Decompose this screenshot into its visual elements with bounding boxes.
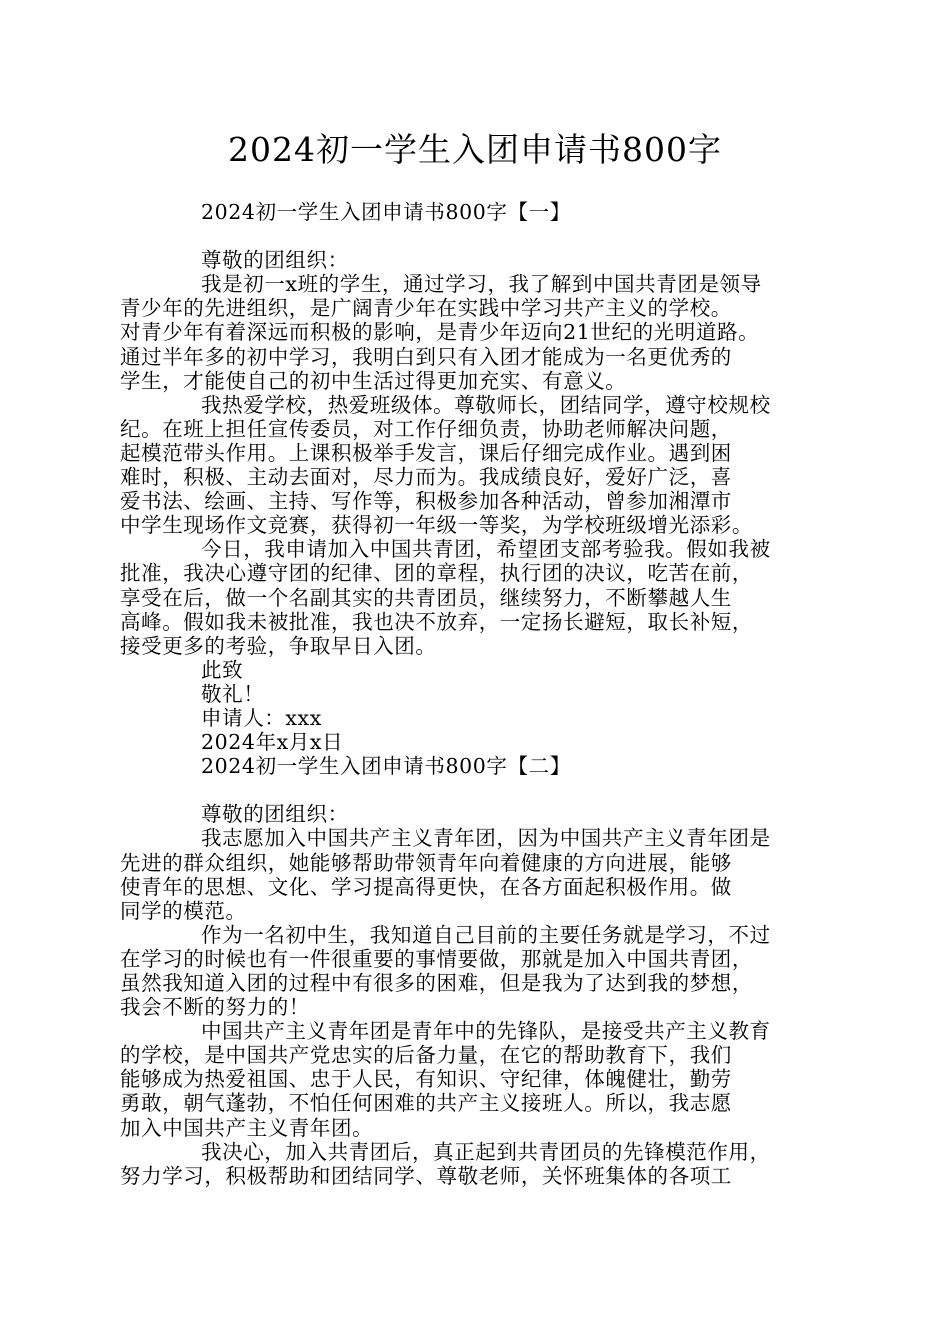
- paragraph-line: 中国共产主义青年团是青年中的先锋队，是接受共产主义教育: [201, 1019, 771, 1044]
- paragraph-line: 使青年的思想、文化、学习提高得更快，在各方面起积极作用。做: [120, 874, 732, 899]
- closing-line: 敬礼！: [201, 681, 265, 706]
- paragraph-line: 能够成为热爱祖国、忠于人民，有知识、守纪律，体魄健壮，勤劳: [120, 1067, 732, 1092]
- paragraph-line: 我热爱学校，热爱班级体。尊敬师长，团结同学，遵守校规校: [201, 392, 771, 417]
- paragraph-line: 的学校，是中国共产党忠实的后备力量，在它的帮助教育下，我们: [120, 1043, 732, 1068]
- salutation: 尊敬的团组织：: [201, 248, 349, 273]
- paragraph-line: 享受在后，做一个名副其实的共青团员，继续努力，不断攀越人生: [120, 585, 732, 610]
- document-body: [120, 200, 832, 1188]
- paragraph-line: 通过半年多的初中学习，我明白到只有入团才能成为一名更优秀的: [120, 344, 732, 369]
- paragraph-line: 作为一名初中生，我知道自己目前的主要任务就是学习，不过: [201, 922, 771, 947]
- paragraph-line: 我会不断的努力的！: [120, 995, 310, 1020]
- blank-line: [120, 224, 832, 248]
- date-line: 2024年x月x日: [201, 730, 344, 755]
- paragraph-line: 起模范带头作用。上课积极举手发言，课后仔细完成作业。遇到困: [120, 440, 732, 465]
- paragraph-line: 批准，我决心遵守团的纪律、团的章程，执行团的决议，吃苦在前，: [120, 561, 753, 586]
- paragraph-line: 先进的群众组织，她能够帮助带领青年向着健康的方向进展，能够: [120, 850, 732, 875]
- paragraph-line: 青少年的先进组织，是广阔青少年在实践中学习共产主义的学校。: [120, 296, 732, 321]
- paragraph-line: 纪。在班上担任宣传委员，对工作仔细负责，协助老师解决问题，: [120, 416, 732, 441]
- paragraph-line: 中学生现场作文竞赛，获得初一年级一等奖，为学校班级增光添彩。: [120, 513, 753, 538]
- document-title: 2024初一学生入团申请书800字: [228, 130, 722, 169]
- section-heading-1: 2024初一学生入团申请书800字【一】: [201, 200, 571, 224]
- paragraph-line: 今日，我申请加入中国共青团，希望团支部考验我。假如我被: [201, 537, 771, 562]
- paragraph-line: 虽然我知道入团的过程中有很多的困难，但是我为了达到我的梦想，: [120, 971, 753, 995]
- paragraph-line: 我志愿加入中国共产主义青年团，因为中国共产主义青年团是: [201, 826, 771, 851]
- paragraph-line: 对青少年有着深远而积极的影响，是青少年迈向21世纪的光明道路。: [120, 320, 760, 345]
- paragraph-line: 高峰。假如我未被批准，我也决不放弃，一定扬长避短，取长补短，: [120, 609, 753, 634]
- closing-line: 此致: [201, 657, 244, 682]
- paragraph-line: 勇敢，朝气蓬勃，不怕任何困难的共产主义接班人。所以，我志愿: [120, 1091, 732, 1116]
- section-heading-2: 2024初一学生入团申请书800字【二】: [201, 754, 571, 779]
- paragraph-line: 接受更多的考验，争取早日入团。: [120, 633, 437, 658]
- paragraph-line: 加入中国共产主义青年团。: [120, 1115, 374, 1140]
- paragraph-line: 我决心，加入共青团后，真正起到共青团员的先锋模范作用，: [201, 1139, 771, 1164]
- paragraph-line: 同学的模范。: [120, 898, 247, 923]
- paragraph-line: 爱书法、绘画、主持、写作等，积极参加各种活动，曾参加湘潭市: [120, 489, 732, 514]
- blank-line: [120, 778, 832, 802]
- paragraph-line: 难时，积极、主动去面对，尽力而为。我成绩良好，爱好广泛，喜: [120, 465, 732, 490]
- paragraph-line: 学生，才能使自己的初中生活过得更加充实、有意义。: [120, 368, 627, 393]
- paragraph-line: 在学习的时候也有一件很重要的事情要做，那就是加入中国共青团，: [120, 946, 753, 971]
- paragraph-line: 我是初一x班的学生，通过学习，我了解到中国共青团是领导: [201, 272, 762, 297]
- applicant-line: 申请人：xxx: [201, 705, 322, 730]
- salutation: 尊敬的团组织：: [201, 802, 349, 827]
- paragraph-line: 努力学习，积极帮助和团结同学、尊敬老师，关怀班集体的各项工: [120, 1163, 732, 1188]
